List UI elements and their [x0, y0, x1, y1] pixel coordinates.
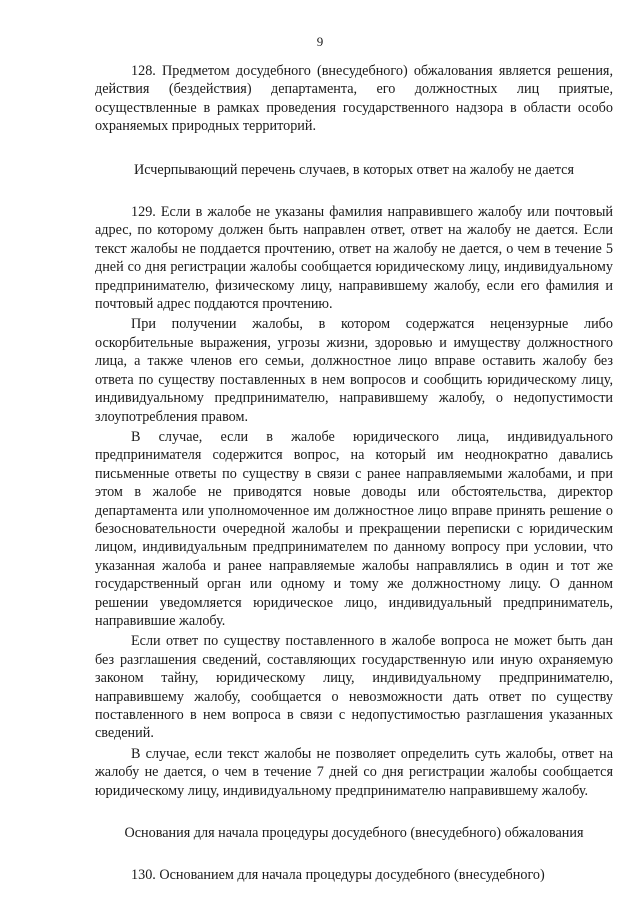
page-number: 9 [316, 34, 324, 49]
paragraph-130: 130. Основанием для начала процедуры досудебного (внесудебного) [131, 867, 545, 884]
paragraph-repeated-complaint: В случае, если в жалобе юридического лица, индивидуального предпринимателя содержится вопрос, на который им неоднократно давались письменные ответы по существу в связи с ранее направляемыми жалобами, и при этом в жалобе не приводятся новые доводы или обстоятельства, директор департамента или уполномоченное им должностное лицо вправе принять решение о безосновательности очередной жалобы и прекращении переписки с юридическим лицом, индивидуальным предпринимателем по данному вопросу при условии, что указанная жалоба и ранее направляемые жалобы направлялись в один и тот же государственный орган или одному и тому же должностному лицу. О данном решении уведомляется юридическое лицо, индивидуальный предприниматель, направившие жалобу. [95, 428, 613, 629]
paragraph-129: 129. Если в жалобе не указаны фамилия направившего жалобу или почтовый адрес, по которому должен быть направлен ответ, ответ на жалобу не дается. Если текст жалобы не поддается прочтению, ответ на жалобу не дается, о чем в течение 5 дней со дня регистрации жалобы сообщается юридическому лицу, индивидуальному предпринимателю, физическому лицу, направившему жалобу, если его фамилия и почтовый адрес поддаются прочтению. [95, 204, 613, 313]
section-heading-grounds-for-appeal: Основания для начала процедуры досудебного (внесудебного) обжалования [124, 825, 584, 842]
paragraph-128: 128. Предметом досудебного (внесудебного) обжалования является решения, действия (бездействия) департамента, его должностных лиц приятые, осуществленные в рамках проведения государственного надзора в области особо охраняемых природных территорий. [95, 63, 613, 135]
section-heading-no-answer-cases: Исчерпывающий перечень случаев, в которых ответ на жалобу не дается [134, 161, 574, 178]
paragraph-obscene-complaint: При получении жалобы, в котором содержатся нецензурные либо оскорбительные выражения, угрозы жизни, здоровью и имуществу должностного лица, а также членов его семьи, должностное лицо вправе оставить жалобу без ответа по существу поставленных в нем вопросов и сообщить юридическому лицу, индивидуальному предпринимателю, направившему жалобу, о недопустимости злоупотребления правом. [95, 316, 613, 425]
paragraph-secret-information: Если ответ по существу поставленного в жалобе вопроса не может быть дан без разглашения сведений, составляющих государственную или иную охраняемую законом тайну, юридическому лицу, индивидуальному предпринимателю, направившему жалобу, сообщается о невозможности дать ответ по существу поставленного в нем вопроса в связи с недопустимостью разглашения указанных сведений. [95, 633, 613, 742]
document-body [95, 62, 613, 885]
paragraph-unclear-complaint: В случае, если текст жалобы не позволяет определить суть жалобы, ответ на жалобу не дается, о чем в течение 7 дней со дня регистрации жалобы сообщается юридическому лицу, индивидуальному предпринимателю направившему жалобу. [95, 745, 613, 799]
